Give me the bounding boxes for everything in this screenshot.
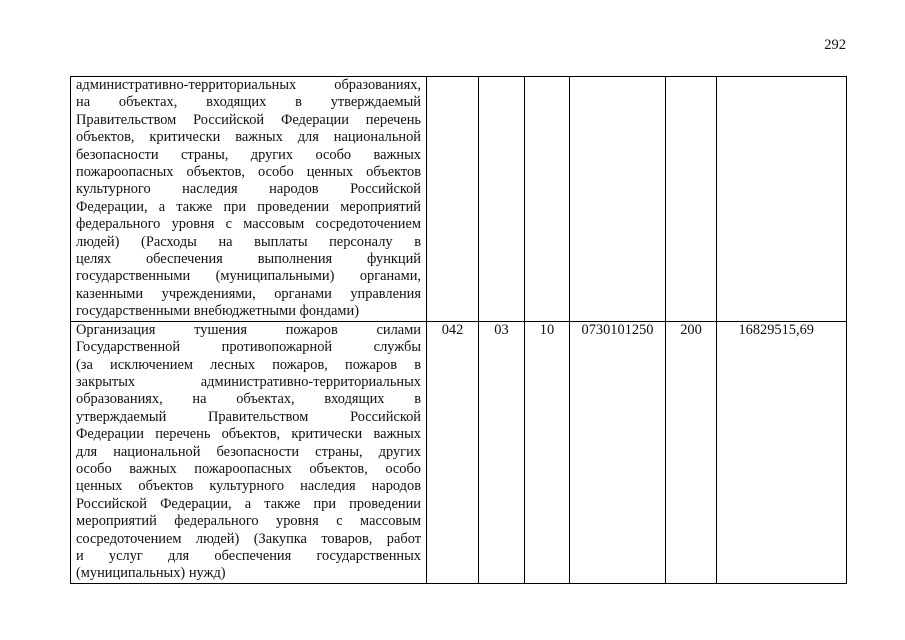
expense-type-cell bbox=[666, 77, 717, 322]
description-line: Российской Федерации, а также при проведении bbox=[76, 495, 421, 512]
description-line: Правительством Российской Федерации перечень bbox=[76, 111, 421, 128]
description-cell bbox=[71, 321, 427, 583]
description-line: (за исключением лесных пожаров, пожаров в bbox=[76, 356, 421, 373]
description-line: и услуг для обеспечения государственных bbox=[76, 547, 421, 564]
description-line: людей) (Расходы на выплаты персоналу в bbox=[76, 233, 421, 250]
ministry-code-cell: 042 bbox=[427, 321, 479, 583]
ministry-code-cell bbox=[427, 77, 479, 322]
description-line: Организация тушения пожаров силами bbox=[76, 321, 421, 338]
target-article-cell bbox=[570, 77, 666, 322]
description-line: безопасности страны, других особо важных bbox=[76, 146, 421, 163]
subsection-code-cell bbox=[525, 77, 570, 322]
description-cell bbox=[71, 77, 427, 322]
subsection-code-cell: 10 bbox=[525, 321, 570, 583]
amount-cell bbox=[717, 77, 847, 322]
description-line: культурного наследия народов Российской bbox=[76, 181, 421, 198]
description-line: (муниципальных) нужд) bbox=[76, 565, 226, 582]
description-line: ценных объектов культурного наследия народов bbox=[76, 478, 421, 495]
description-line: сосредоточением людей) (Закупка товаров, работ bbox=[76, 530, 421, 547]
description-line: Государственной противопожарной службы bbox=[76, 339, 421, 356]
description-line: государственными внебюджетными фондами) bbox=[76, 303, 360, 320]
description-line: утверждаемый Правительством Российской bbox=[76, 408, 421, 425]
description-line: Федерации перечень объектов, критически важных bbox=[76, 426, 421, 443]
description-line: на объектах, входящих в утверждаемый bbox=[76, 94, 421, 111]
description-line: пожароопасных объектов, особо ценных объектов bbox=[76, 164, 421, 181]
description-line: образованиях, на объектах, входящих в bbox=[76, 391, 421, 408]
description-line: для национальной безопасности страны, других bbox=[76, 443, 421, 460]
table-row bbox=[71, 321, 847, 583]
description-line: казенными учреждениями, органами управления bbox=[76, 285, 421, 302]
description-line: федерального уровня с массовым сосредоточением bbox=[76, 216, 421, 233]
amount-cell: 16829515,69 bbox=[717, 321, 847, 583]
description-line: государственными (муниципальными) органами, bbox=[76, 268, 421, 285]
target-article-cell: 0730101250 bbox=[570, 321, 666, 583]
section-code-cell: 03 bbox=[479, 321, 525, 583]
description-line: особо важных пожароопасных объектов, особо bbox=[76, 460, 421, 477]
description-line: мероприятий федерального уровня с массовым bbox=[76, 513, 421, 530]
description-text bbox=[76, 77, 421, 321]
description-text bbox=[76, 322, 421, 583]
description-line: объектов, критически важных для национальной bbox=[76, 129, 421, 146]
section-code-cell bbox=[479, 77, 525, 322]
page-number: 292 bbox=[824, 37, 846, 53]
budget-table bbox=[70, 76, 847, 584]
expense-type-cell: 200 bbox=[666, 321, 717, 583]
description-line: закрытых административно-территориальных bbox=[76, 373, 421, 390]
description-line: целях обеспечения выполнения функций bbox=[76, 251, 421, 268]
description-line: административно-территориальных образованиях, bbox=[76, 77, 421, 93]
description-line: Федерации, а также при проведении мероприятий bbox=[76, 198, 421, 215]
table-row bbox=[71, 77, 847, 322]
